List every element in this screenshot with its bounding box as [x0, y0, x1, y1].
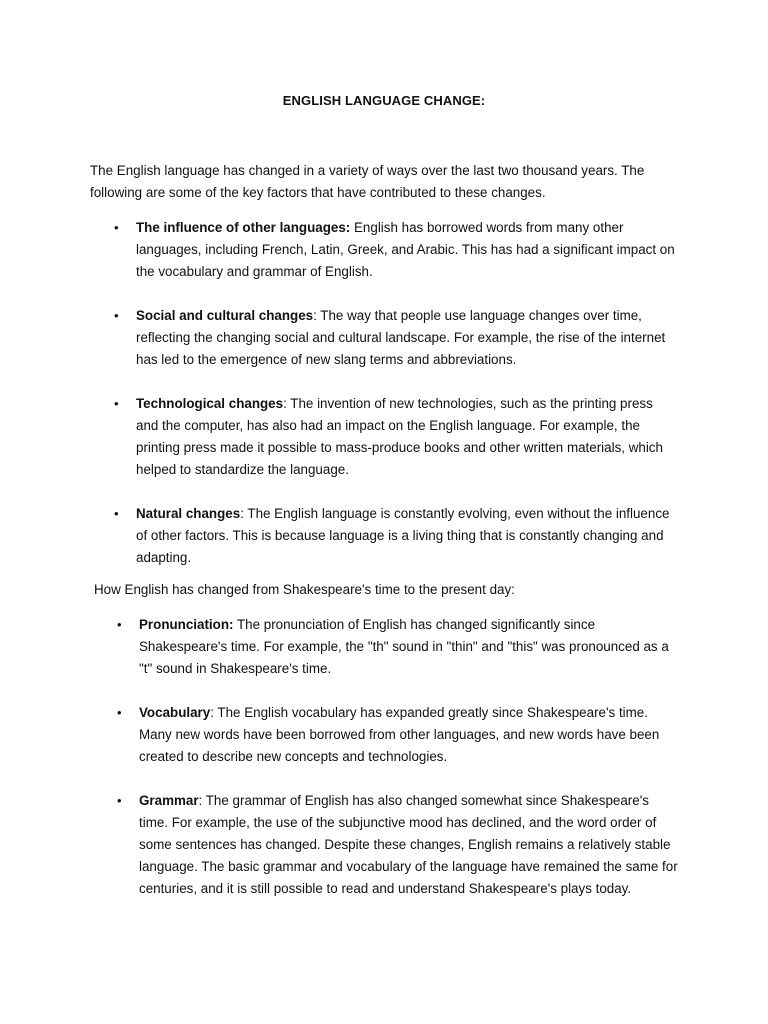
change-text: The pronunciation of English has changed significantly since Shakespeare's time. For example, the "th" sound in "thin" and "this" was pronounced as a "t" sound in Shakespeare's time.: [139, 617, 669, 676]
list-item: [117, 790, 681, 900]
factor-term: The influence of other languages:: [136, 220, 351, 235]
changes-list: [117, 614, 681, 900]
factor-text: : The invention of new technologies, such as the printing press and the computer, has also had an impact on the English language. For example, the printing press made it possible to mass-produce books and other written materials, which helped to standardize the language.: [136, 396, 663, 477]
bullet-icon: •: [114, 396, 119, 411]
intro-paragraph: The English language has changed in a variety of ways over the last two thousand years. The following are some of the key factors that have contributed to these changes.: [90, 163, 645, 200]
list-item: [114, 393, 676, 481]
list-item: [114, 305, 676, 371]
change-term: Pronunciation:: [139, 617, 234, 632]
change-text: : The English vocabulary has expanded greatly since Shakespeare's time. Many new words have been borrowed from other languages, and new words have been created to describe new concepts and technologies.: [139, 705, 660, 764]
factor-term: Social and cultural changes: [136, 308, 314, 323]
list-item: [114, 503, 676, 569]
bullet-icon: •: [114, 308, 119, 323]
section-heading: How English has changed from Shakespeare's time to the present day:: [94, 582, 515, 597]
document-title: ENGLISH LANGUAGE CHANGE:: [282, 93, 486, 108]
factor-text: English has borrowed words from many other languages, including French, Latin, Greek, and Arabic. This has had a significant impact on the vocabulary and grammar of English.: [136, 220, 675, 279]
factor-term: Natural changes: [136, 506, 241, 521]
list-item: [117, 702, 681, 768]
factor-text: : The English language is constantly evolving, even without the influence of other factors. This is because language is a living thing that is constantly changing and adapting.: [136, 506, 670, 565]
list-item: [114, 217, 676, 283]
bullet-icon: •: [114, 220, 119, 235]
change-term: Vocabulary: [139, 705, 211, 720]
bullet-icon: •: [117, 705, 122, 720]
bullet-icon: •: [117, 793, 122, 808]
bullet-icon: •: [114, 506, 119, 521]
factors-list: [114, 217, 676, 569]
list-item: [117, 614, 681, 680]
bullet-icon: •: [117, 617, 122, 632]
change-term: Grammar: [139, 793, 199, 808]
factor-term: Technological changes: [136, 396, 284, 411]
factor-text: : The way that people use language changes over time, reflecting the changing social and cultural landscape. For example, the rise of the internet has led to the emergence of new slang terms and abbreviations.: [136, 308, 666, 367]
change-text: : The grammar of English has also changed somewhat since Shakespeare's time. For example, the use of the subjunctive mood has declined, and the word order of some sentences has changed. Despite these changes, English remains a relatively stable language. The basic grammar and vocabulary of the language have remained the same for centuries, and it is still possible to read and understand Shakespeare's plays today.: [139, 793, 678, 896]
